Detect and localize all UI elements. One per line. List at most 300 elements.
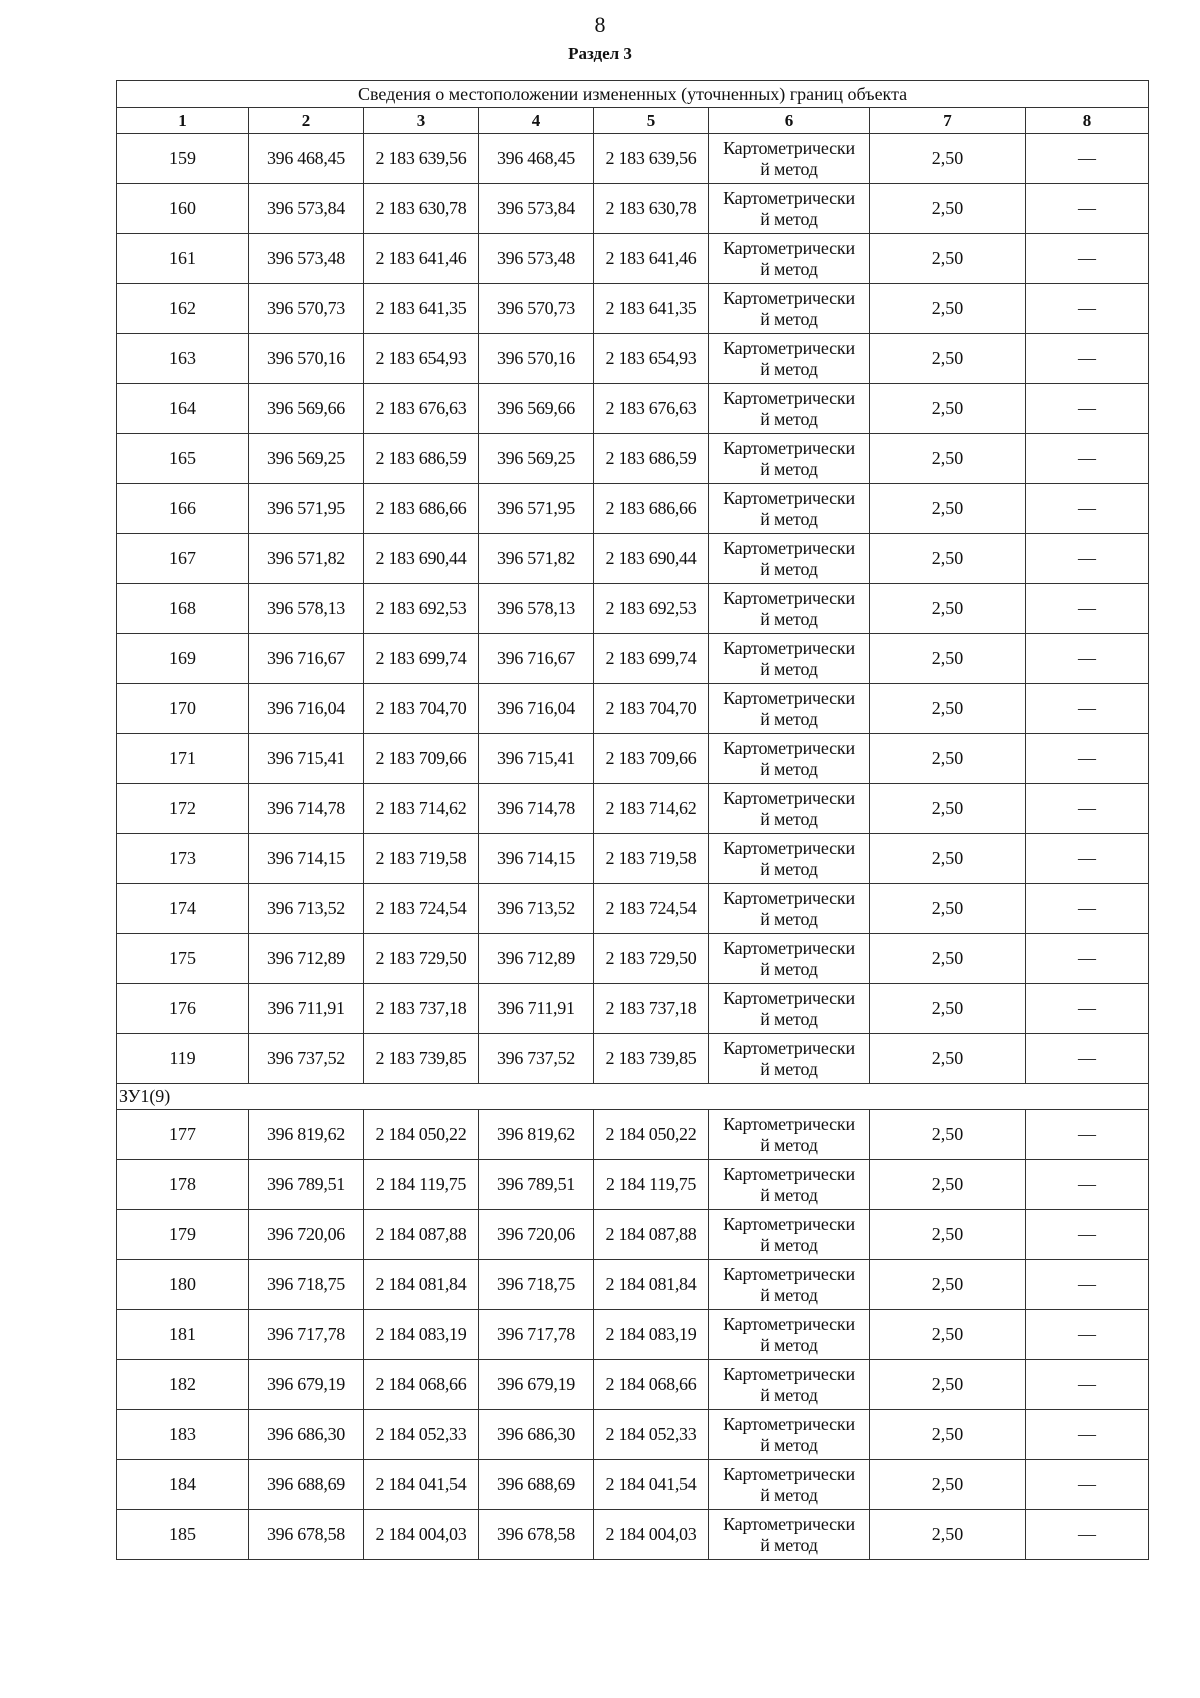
accuracy-cell: 2,50	[870, 1310, 1026, 1360]
y-coordinate-refined-cell: 2 183 690,44	[594, 534, 709, 584]
y-coordinate-existing-cell: 2 183 719,58	[364, 834, 479, 884]
x-coordinate-existing-cell: 396 715,41	[249, 734, 364, 784]
y-coordinate-refined-cell: 2 183 676,63	[594, 384, 709, 434]
y-coordinate-existing-cell: 2 183 686,66	[364, 484, 479, 534]
method-text-line-2: й метод	[760, 1008, 818, 1029]
table-row	[117, 584, 1149, 634]
method-text-line-1: Картометрически	[723, 187, 855, 208]
method-text-line-1: Картометрически	[723, 637, 855, 658]
y-coordinate-refined-cell: 2 184 052,33	[594, 1410, 709, 1460]
accuracy-cell: 2,50	[870, 434, 1026, 484]
table-row	[117, 1210, 1149, 1260]
x-coordinate-existing-cell: 396 571,95	[249, 484, 364, 534]
determination-method-cell	[709, 634, 870, 684]
x-coordinate-refined-cell: 396 569,25	[479, 434, 594, 484]
point-number-cell: 171	[117, 734, 249, 784]
point-number-cell: 180	[117, 1260, 249, 1310]
accuracy-cell: 2,50	[870, 1034, 1026, 1084]
accuracy-cell: 2,50	[870, 184, 1026, 234]
method-text-line-1: Картометрически	[723, 437, 855, 458]
method-text-line-1: Картометрически	[723, 1213, 855, 1234]
accuracy-cell: 2,50	[870, 234, 1026, 284]
y-coordinate-refined-cell: 2 183 692,53	[594, 584, 709, 634]
determination-method-cell	[709, 1034, 870, 1084]
description-cell: —	[1026, 1260, 1149, 1310]
table-row	[117, 734, 1149, 784]
y-coordinate-existing-cell: 2 183 724,54	[364, 884, 479, 934]
accuracy-cell: 2,50	[870, 334, 1026, 384]
column-number: 7	[870, 108, 1026, 134]
method-text-line-1: Картометрически	[723, 1263, 855, 1284]
y-coordinate-existing-cell: 2 183 714,62	[364, 784, 479, 834]
table-body	[117, 134, 1149, 1560]
y-coordinate-existing-cell: 2 183 737,18	[364, 984, 479, 1034]
method-text-line-2: й метод	[760, 908, 818, 929]
method-text-line-2: й метод	[760, 758, 818, 779]
point-number-cell: 181	[117, 1310, 249, 1360]
point-number-cell: 185	[117, 1510, 249, 1560]
x-coordinate-refined-cell: 396 717,78	[479, 1310, 594, 1360]
x-coordinate-existing-cell: 396 570,16	[249, 334, 364, 384]
method-text-line-1: Картометрически	[723, 937, 855, 958]
y-coordinate-refined-cell: 2 183 704,70	[594, 684, 709, 734]
determination-method-cell	[709, 484, 870, 534]
y-coordinate-refined-cell: 2 183 686,66	[594, 484, 709, 534]
y-coordinate-refined-cell: 2 183 729,50	[594, 934, 709, 984]
method-text-line-1: Картометрически	[723, 737, 855, 758]
x-coordinate-existing-cell: 396 720,06	[249, 1210, 364, 1260]
description-cell: —	[1026, 684, 1149, 734]
table-row	[117, 1460, 1149, 1510]
point-number-cell: 183	[117, 1410, 249, 1460]
table-row	[117, 1510, 1149, 1560]
accuracy-cell: 2,50	[870, 634, 1026, 684]
accuracy-cell: 2,50	[870, 1110, 1026, 1160]
method-text-line-1: Картометрически	[723, 1513, 855, 1534]
table-row	[117, 134, 1149, 184]
y-coordinate-existing-cell: 2 183 729,50	[364, 934, 479, 984]
y-coordinate-existing-cell: 2 183 641,46	[364, 234, 479, 284]
accuracy-cell: 2,50	[870, 384, 1026, 434]
table-row	[117, 384, 1149, 434]
table-row	[117, 1034, 1149, 1084]
description-cell: —	[1026, 134, 1149, 184]
description-cell: —	[1026, 1360, 1149, 1410]
method-text-line-2: й метод	[760, 458, 818, 479]
accuracy-cell: 2,50	[870, 484, 1026, 534]
y-coordinate-refined-cell: 2 184 041,54	[594, 1460, 709, 1510]
x-coordinate-refined-cell: 396 573,48	[479, 234, 594, 284]
method-text-line-2: й метод	[760, 1134, 818, 1155]
y-coordinate-refined-cell: 2 184 087,88	[594, 1210, 709, 1260]
method-text-line-2: й метод	[760, 1434, 818, 1455]
y-coordinate-existing-cell: 2 184 041,54	[364, 1460, 479, 1510]
x-coordinate-refined-cell: 396 711,91	[479, 984, 594, 1034]
y-coordinate-existing-cell: 2 183 739,85	[364, 1034, 479, 1084]
point-number-cell: 170	[117, 684, 249, 734]
y-coordinate-refined-cell: 2 183 639,56	[594, 134, 709, 184]
x-coordinate-existing-cell: 396 714,78	[249, 784, 364, 834]
x-coordinate-existing-cell: 396 716,04	[249, 684, 364, 734]
method-text-line-1: Картометрически	[723, 1113, 855, 1134]
y-coordinate-refined-cell: 2 183 714,62	[594, 784, 709, 834]
method-text-line-1: Картометрически	[723, 1163, 855, 1184]
y-coordinate-existing-cell: 2 184 004,03	[364, 1510, 479, 1560]
x-coordinate-refined-cell: 396 570,73	[479, 284, 594, 334]
x-coordinate-refined-cell: 396 714,15	[479, 834, 594, 884]
determination-method-cell	[709, 934, 870, 984]
method-text-line-1: Картометрически	[723, 387, 855, 408]
y-coordinate-existing-cell: 2 183 630,78	[364, 184, 479, 234]
y-coordinate-refined-cell: 2 184 050,22	[594, 1110, 709, 1160]
x-coordinate-existing-cell: 396 578,13	[249, 584, 364, 634]
method-text-line-1: Картометрически	[723, 337, 855, 358]
accuracy-cell: 2,50	[870, 1510, 1026, 1560]
x-coordinate-refined-cell: 396 713,52	[479, 884, 594, 934]
description-cell: —	[1026, 184, 1149, 234]
table-row	[117, 634, 1149, 684]
y-coordinate-refined-cell: 2 183 719,58	[594, 834, 709, 884]
method-text-line-1: Картометрически	[723, 787, 855, 808]
x-coordinate-refined-cell: 396 578,13	[479, 584, 594, 634]
point-number-cell: 119	[117, 1034, 249, 1084]
y-coordinate-refined-cell: 2 183 739,85	[594, 1034, 709, 1084]
description-cell: —	[1026, 734, 1149, 784]
method-text-line-2: й метод	[760, 658, 818, 679]
x-coordinate-refined-cell: 396 718,75	[479, 1260, 594, 1310]
x-coordinate-refined-cell: 396 573,84	[479, 184, 594, 234]
accuracy-cell: 2,50	[870, 1260, 1026, 1310]
determination-method-cell	[709, 984, 870, 1034]
determination-method-cell	[709, 884, 870, 934]
column-number: 1	[117, 108, 249, 134]
x-coordinate-refined-cell: 396 571,95	[479, 484, 594, 534]
table-row	[117, 934, 1149, 984]
method-text-line-2: й метод	[760, 1284, 818, 1305]
y-coordinate-existing-cell: 2 183 641,35	[364, 284, 479, 334]
x-coordinate-existing-cell: 396 679,19	[249, 1360, 364, 1410]
determination-method-cell	[709, 834, 870, 884]
determination-method-cell	[709, 1110, 870, 1160]
x-coordinate-existing-cell: 396 468,45	[249, 134, 364, 184]
determination-method-cell	[709, 184, 870, 234]
x-coordinate-existing-cell: 396 678,58	[249, 1510, 364, 1560]
table-row	[117, 1310, 1149, 1360]
y-coordinate-refined-cell: 2 183 641,46	[594, 234, 709, 284]
x-coordinate-existing-cell: 396 713,52	[249, 884, 364, 934]
method-text-line-2: й метод	[760, 808, 818, 829]
y-coordinate-existing-cell: 2 183 676,63	[364, 384, 479, 434]
determination-method-cell	[709, 1160, 870, 1210]
section-title: Раздел 3	[568, 44, 632, 63]
y-coordinate-existing-cell: 2 184 052,33	[364, 1410, 479, 1460]
point-number-cell: 167	[117, 534, 249, 584]
y-coordinate-existing-cell: 2 183 690,44	[364, 534, 479, 584]
table-row	[117, 534, 1149, 584]
point-number-cell: 168	[117, 584, 249, 634]
description-cell: —	[1026, 1460, 1149, 1510]
determination-method-cell	[709, 234, 870, 284]
determination-method-cell	[709, 534, 870, 584]
x-coordinate-existing-cell: 396 569,25	[249, 434, 364, 484]
table-row	[117, 684, 1149, 734]
method-text-line-1: Картометрически	[723, 837, 855, 858]
description-cell: —	[1026, 434, 1149, 484]
method-text-line-2: й метод	[760, 308, 818, 329]
method-text-line-1: Картометрически	[723, 487, 855, 508]
y-coordinate-refined-cell: 2 183 641,35	[594, 284, 709, 334]
x-coordinate-refined-cell: 396 686,30	[479, 1410, 594, 1460]
x-coordinate-existing-cell: 396 571,82	[249, 534, 364, 584]
column-number: 2	[249, 108, 364, 134]
y-coordinate-existing-cell: 2 183 704,70	[364, 684, 479, 734]
accuracy-cell: 2,50	[870, 1410, 1026, 1460]
description-cell: —	[1026, 284, 1149, 334]
x-coordinate-existing-cell: 396 688,69	[249, 1460, 364, 1510]
table-row	[117, 1160, 1149, 1210]
y-coordinate-existing-cell: 2 183 709,66	[364, 734, 479, 784]
description-cell: —	[1026, 484, 1149, 534]
description-cell: —	[1026, 884, 1149, 934]
point-number-cell: 179	[117, 1210, 249, 1260]
description-cell: —	[1026, 1110, 1149, 1160]
x-coordinate-refined-cell: 396 716,04	[479, 684, 594, 734]
method-text-line-2: й метод	[760, 708, 818, 729]
table-row	[117, 434, 1149, 484]
table-caption: Сведения о местоположении измененных (уточненных) границ объекта	[117, 81, 1149, 108]
x-coordinate-refined-cell: 396 679,19	[479, 1360, 594, 1410]
x-coordinate-existing-cell: 396 789,51	[249, 1160, 364, 1210]
y-coordinate-refined-cell: 2 184 083,19	[594, 1310, 709, 1360]
method-text-line-1: Картометрически	[723, 137, 855, 158]
column-number: 5	[594, 108, 709, 134]
determination-method-cell	[709, 584, 870, 634]
column-number: 8	[1026, 108, 1149, 134]
determination-method-cell	[709, 784, 870, 834]
method-text-line-1: Картометрически	[723, 537, 855, 558]
determination-method-cell	[709, 1510, 870, 1560]
y-coordinate-refined-cell: 2 183 709,66	[594, 734, 709, 784]
method-text-line-2: й метод	[760, 858, 818, 879]
point-number-cell: 182	[117, 1360, 249, 1410]
accuracy-cell: 2,50	[870, 734, 1026, 784]
point-number-cell: 160	[117, 184, 249, 234]
column-number: 3	[364, 108, 479, 134]
description-cell: —	[1026, 634, 1149, 684]
method-text-line-1: Картометрически	[723, 1413, 855, 1434]
y-coordinate-existing-cell: 2 183 639,56	[364, 134, 479, 184]
point-number-cell: 175	[117, 934, 249, 984]
y-coordinate-refined-cell: 2 184 004,03	[594, 1510, 709, 1560]
y-coordinate-existing-cell: 2 184 119,75	[364, 1160, 479, 1210]
description-cell: —	[1026, 334, 1149, 384]
x-coordinate-refined-cell: 396 819,62	[479, 1110, 594, 1160]
accuracy-cell: 2,50	[870, 884, 1026, 934]
table-row	[117, 784, 1149, 834]
determination-method-cell	[709, 384, 870, 434]
y-coordinate-existing-cell: 2 184 050,22	[364, 1110, 479, 1160]
method-text-line-2: й метод	[760, 258, 818, 279]
accuracy-cell: 2,50	[870, 534, 1026, 584]
description-cell: —	[1026, 834, 1149, 884]
determination-method-cell	[709, 1210, 870, 1260]
y-coordinate-refined-cell: 2 183 737,18	[594, 984, 709, 1034]
x-coordinate-existing-cell: 396 716,67	[249, 634, 364, 684]
x-coordinate-refined-cell: 396 720,06	[479, 1210, 594, 1260]
y-coordinate-existing-cell: 2 183 654,93	[364, 334, 479, 384]
x-coordinate-refined-cell: 396 714,78	[479, 784, 594, 834]
method-text-line-2: й метод	[760, 608, 818, 629]
accuracy-cell: 2,50	[870, 834, 1026, 884]
x-coordinate-refined-cell: 396 468,45	[479, 134, 594, 184]
accuracy-cell: 2,50	[870, 784, 1026, 834]
y-coordinate-refined-cell: 2 183 724,54	[594, 884, 709, 934]
column-number-row	[117, 108, 1149, 134]
table-row	[117, 834, 1149, 884]
method-text-line-1: Картометрически	[723, 687, 855, 708]
method-text-line-2: й метод	[760, 1184, 818, 1205]
x-coordinate-refined-cell: 396 716,67	[479, 634, 594, 684]
description-cell: —	[1026, 1210, 1149, 1260]
description-cell: —	[1026, 984, 1149, 1034]
accuracy-cell: 2,50	[870, 684, 1026, 734]
table-row	[117, 234, 1149, 284]
x-coordinate-existing-cell: 396 569,66	[249, 384, 364, 434]
method-text-line-1: Картометрически	[723, 287, 855, 308]
accuracy-cell: 2,50	[870, 1460, 1026, 1510]
accuracy-cell: 2,50	[870, 284, 1026, 334]
point-number-cell: 172	[117, 784, 249, 834]
accuracy-cell: 2,50	[870, 1210, 1026, 1260]
method-text-line-2: й метод	[760, 958, 818, 979]
method-text-line-1: Картометрически	[723, 1313, 855, 1334]
accuracy-cell: 2,50	[870, 984, 1026, 1034]
page-number: 8	[594, 12, 606, 37]
determination-method-cell	[709, 134, 870, 184]
point-number-cell: 159	[117, 134, 249, 184]
y-coordinate-refined-cell: 2 184 068,66	[594, 1360, 709, 1410]
method-text-line-1: Картометрически	[723, 1463, 855, 1484]
x-coordinate-refined-cell: 396 571,82	[479, 534, 594, 584]
description-cell: —	[1026, 1310, 1149, 1360]
x-coordinate-existing-cell: 396 717,78	[249, 1310, 364, 1360]
accuracy-cell: 2,50	[870, 134, 1026, 184]
boundary-coordinates-table	[116, 80, 1149, 1560]
point-number-cell: 164	[117, 384, 249, 434]
method-text-line-2: й метод	[760, 508, 818, 529]
point-number-cell: 177	[117, 1110, 249, 1160]
table-row	[117, 984, 1149, 1034]
determination-method-cell	[709, 1260, 870, 1310]
y-coordinate-existing-cell: 2 184 081,84	[364, 1260, 479, 1310]
y-coordinate-refined-cell: 2 183 686,59	[594, 434, 709, 484]
x-coordinate-refined-cell: 396 715,41	[479, 734, 594, 784]
y-coordinate-refined-cell: 2 184 081,84	[594, 1260, 709, 1310]
determination-method-cell	[709, 1310, 870, 1360]
method-text-line-2: й метод	[760, 1058, 818, 1079]
table-row	[117, 1260, 1149, 1310]
y-coordinate-existing-cell: 2 184 068,66	[364, 1360, 479, 1410]
point-number-cell: 169	[117, 634, 249, 684]
determination-method-cell	[709, 684, 870, 734]
table-row	[117, 1110, 1149, 1160]
method-text-line-1: Картометрически	[723, 887, 855, 908]
determination-method-cell	[709, 1360, 870, 1410]
x-coordinate-refined-cell: 396 737,52	[479, 1034, 594, 1084]
point-number-cell: 174	[117, 884, 249, 934]
x-coordinate-refined-cell: 396 570,16	[479, 334, 594, 384]
description-cell: —	[1026, 934, 1149, 984]
x-coordinate-existing-cell: 396 714,15	[249, 834, 364, 884]
determination-method-cell	[709, 434, 870, 484]
point-number-cell: 162	[117, 284, 249, 334]
description-cell: —	[1026, 384, 1149, 434]
y-coordinate-existing-cell: 2 183 686,59	[364, 434, 479, 484]
point-number-cell: 165	[117, 434, 249, 484]
y-coordinate-refined-cell: 2 183 630,78	[594, 184, 709, 234]
determination-method-cell	[709, 734, 870, 784]
x-coordinate-existing-cell: 396 570,73	[249, 284, 364, 334]
parcel-group-label: ЗУ1(9)	[117, 1084, 1149, 1110]
description-cell: —	[1026, 1034, 1149, 1084]
method-text-line-1: Картометрически	[723, 1037, 855, 1058]
method-text-line-2: й метод	[760, 158, 818, 179]
x-coordinate-refined-cell: 396 789,51	[479, 1160, 594, 1210]
point-number-cell: 173	[117, 834, 249, 884]
description-cell: —	[1026, 584, 1149, 634]
table-row	[117, 884, 1149, 934]
determination-method-cell	[709, 1460, 870, 1510]
method-text-line-2: й метод	[760, 1384, 818, 1405]
table-row	[117, 1360, 1149, 1410]
description-cell: —	[1026, 1410, 1149, 1460]
y-coordinate-existing-cell: 2 184 083,19	[364, 1310, 479, 1360]
accuracy-cell: 2,50	[870, 934, 1026, 984]
method-text-line-2: й метод	[760, 1334, 818, 1355]
table-row	[117, 334, 1149, 384]
x-coordinate-existing-cell: 396 819,62	[249, 1110, 364, 1160]
table-row	[117, 484, 1149, 534]
method-text-line-2: й метод	[760, 1534, 818, 1555]
method-text-line-2: й метод	[760, 1234, 818, 1255]
method-text-line-1: Картометрически	[723, 1363, 855, 1384]
method-text-line-2: й метод	[760, 208, 818, 229]
y-coordinate-refined-cell: 2 184 119,75	[594, 1160, 709, 1210]
table-row	[117, 284, 1149, 334]
method-text-line-2: й метод	[760, 408, 818, 429]
column-number: 4	[479, 108, 594, 134]
description-cell: —	[1026, 1510, 1149, 1560]
point-number-cell: 161	[117, 234, 249, 284]
table-row	[117, 1410, 1149, 1460]
point-number-cell: 166	[117, 484, 249, 534]
method-text-line-1: Картометрически	[723, 587, 855, 608]
x-coordinate-existing-cell: 396 712,89	[249, 934, 364, 984]
column-number: 6	[709, 108, 870, 134]
description-cell: —	[1026, 534, 1149, 584]
x-coordinate-existing-cell: 396 573,84	[249, 184, 364, 234]
x-coordinate-existing-cell: 396 718,75	[249, 1260, 364, 1310]
x-coordinate-refined-cell: 396 712,89	[479, 934, 594, 984]
accuracy-cell: 2,50	[870, 1360, 1026, 1410]
y-coordinate-refined-cell: 2 183 699,74	[594, 634, 709, 684]
method-text-line-1: Картометрически	[723, 237, 855, 258]
method-text-line-2: й метод	[760, 358, 818, 379]
point-number-cell: 176	[117, 984, 249, 1034]
x-coordinate-existing-cell: 396 737,52	[249, 1034, 364, 1084]
method-text-line-1: Картометрически	[723, 987, 855, 1008]
y-coordinate-existing-cell: 2 184 087,88	[364, 1210, 479, 1260]
